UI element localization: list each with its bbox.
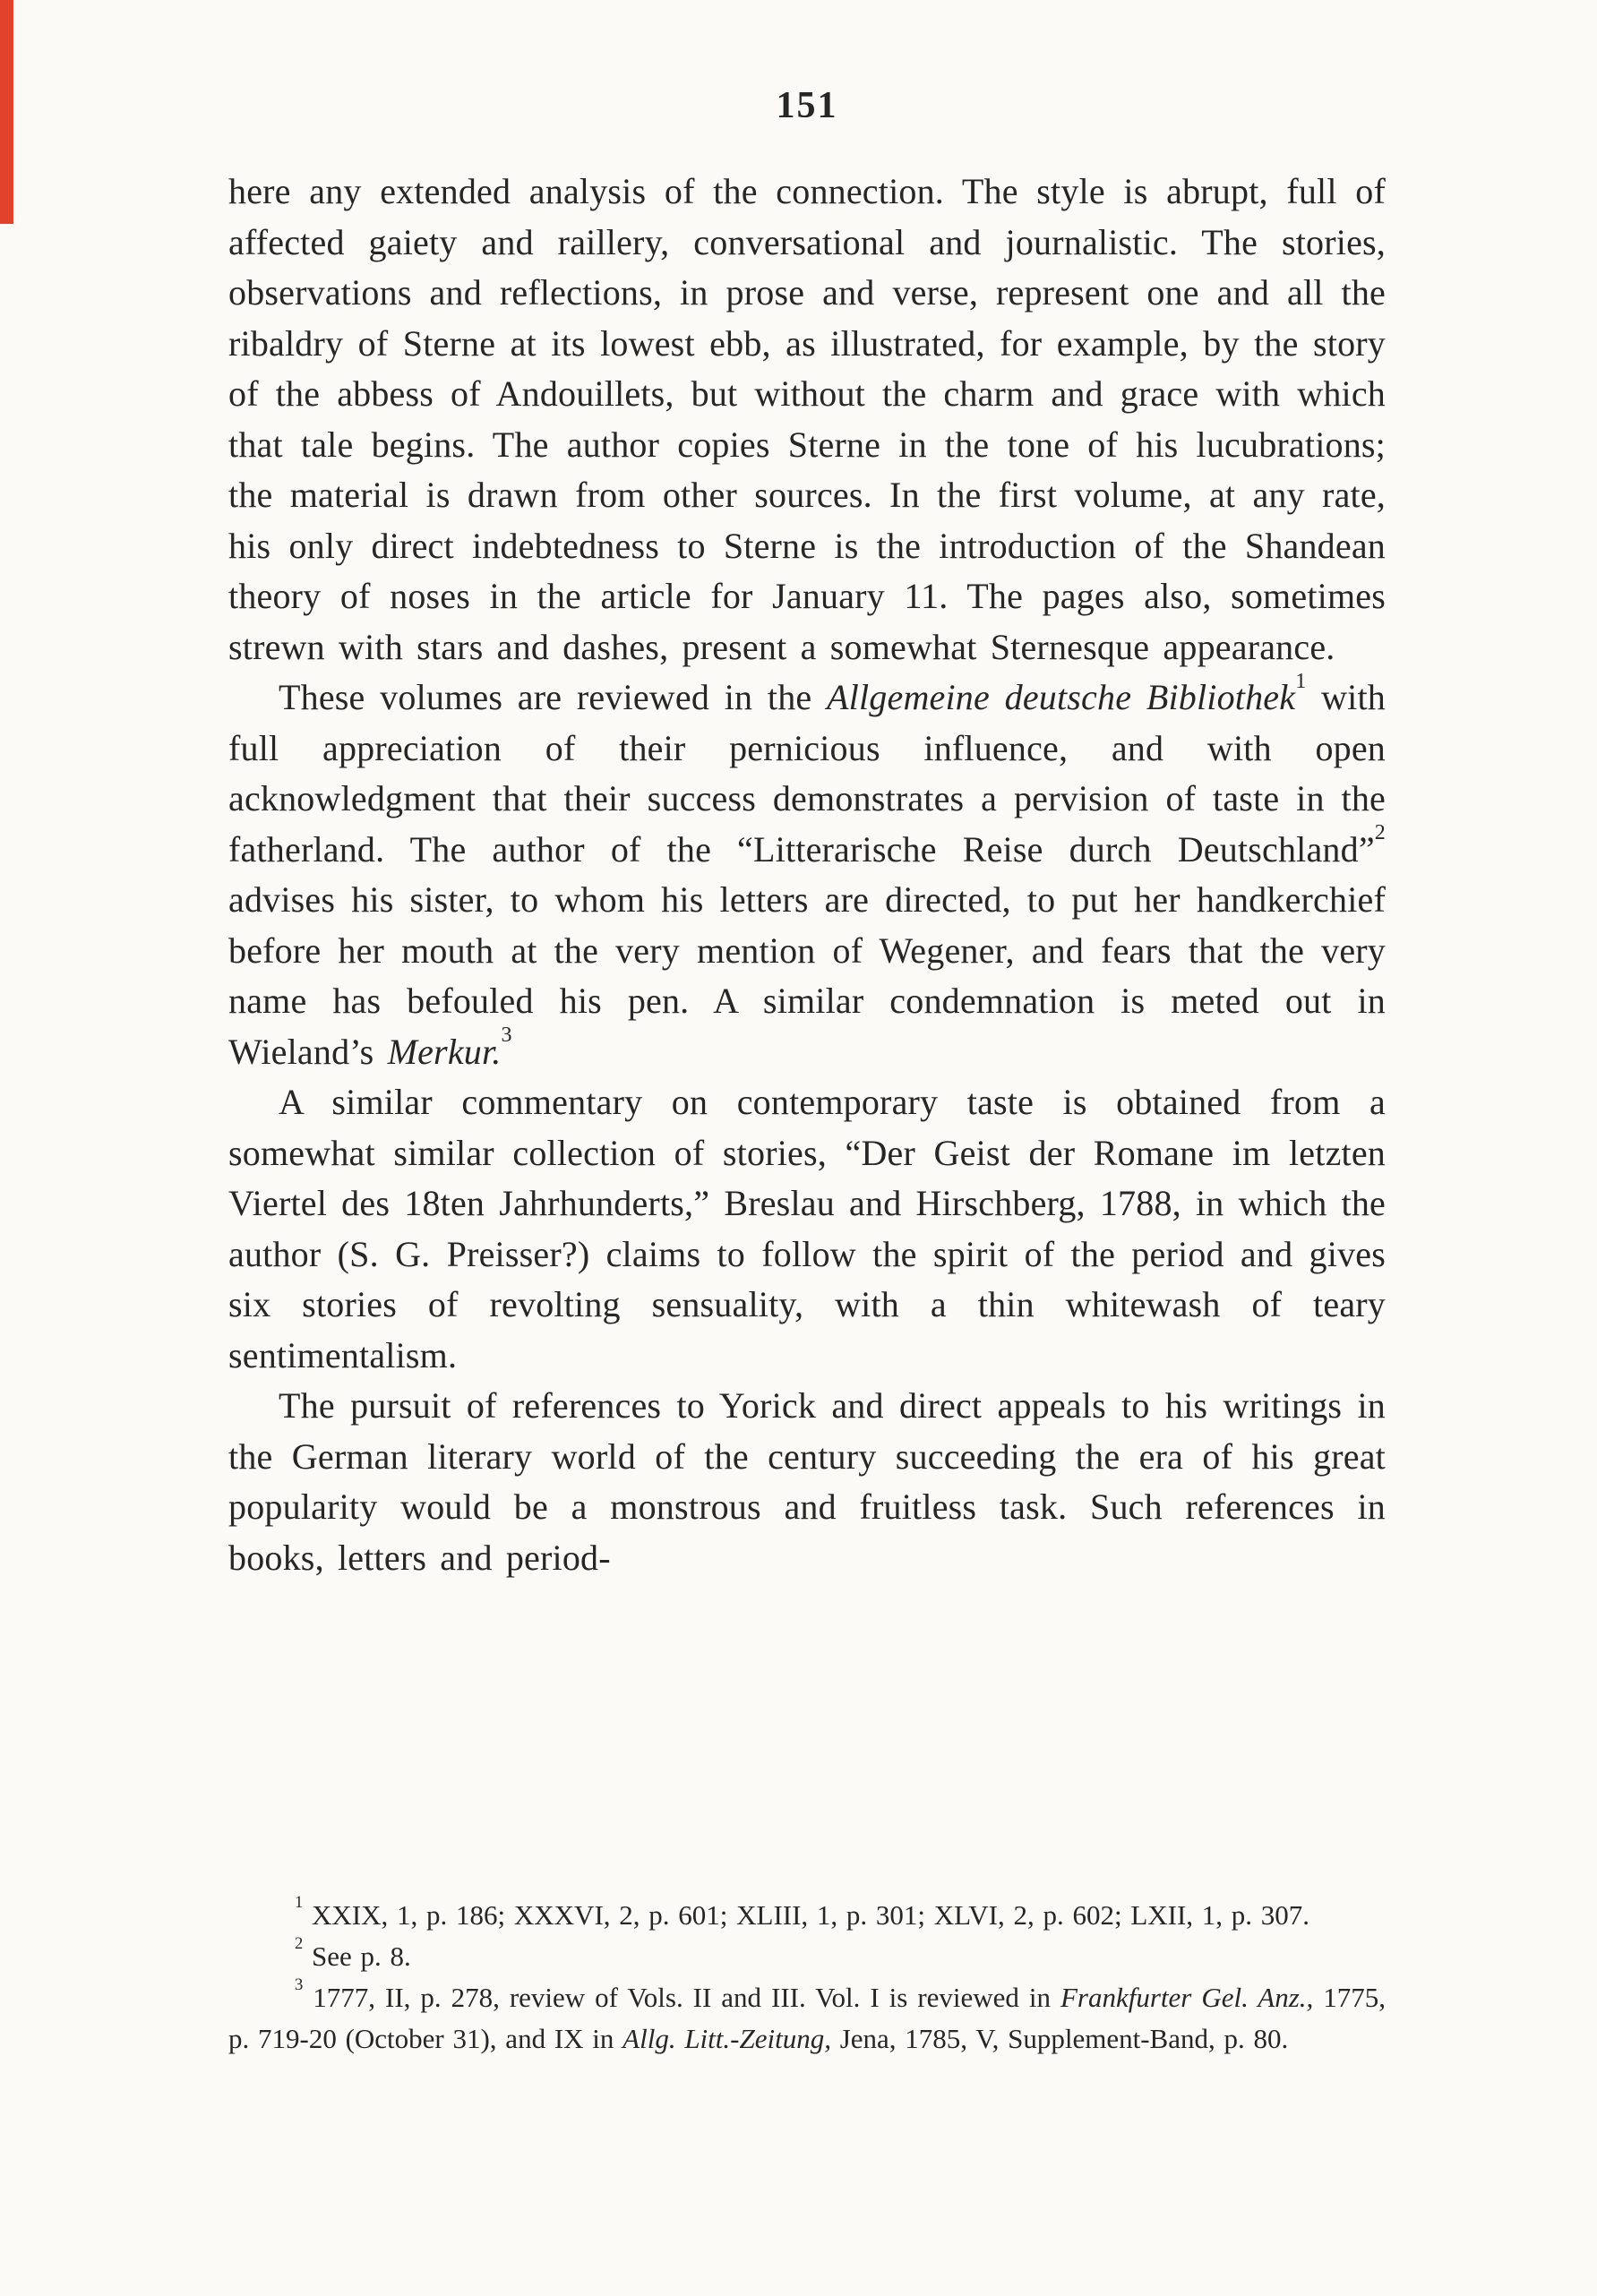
footnotes bbox=[228, 1892, 1387, 2060]
paragraph: These volumes are reviewed in the Allgemeine deutsche Bibliothek$^1$ with full appreciation of their pernicious influence, and with open acknowledgment that their success demonstrates a pervision of taste in the fatherland. The author of the “Litterarische Reise durch Deutschland”$^2$ advises his sister, to whom his letters are directed, to put her handkerchief before her mouth at the very mention of Wegener, and fears that the very name has befouled his pen. A similar condemnation is meted out in Wieland’s Merkur.$^3$ bbox=[228, 669, 1386, 1072]
footnote: $^1$ XXIX, 1, p. 186; XXXVI, 2, p. 601; XLIII, 1, p. 301; XLVI, 2, p. 602; LXII, 1, p. 307. bbox=[295, 1892, 1310, 1931]
footnote-marker: 1 bbox=[295, 1892, 304, 1912]
footnote-reference: 1 bbox=[1295, 669, 1307, 693]
body-text bbox=[228, 167, 1386, 1583]
paragraph: The pursuit of references to Yorick and direct appeals to his writings in the German literary world of the century succeeding the era of his great popularity would be a monstrous and fruitless task. Such references in books, letters and period- bbox=[228, 1385, 1386, 1578]
paragraph: here any extended analysis of the connection. The style is abrupt, full of affected gaiety and raillery, conversational and journalistic. The stories, observations and reflections, in prose and verse, represent one and all the ribaldry of Sterne at its lowest ebb, as illustrated, for example, by the story of the abbess of Andouillets, but without the charm and grace with which that tale begins. The author copies Sterne in the tone of his lucubrations; the material is drawn from other sources. In the first volume, at any rate, his only direct indebtedness to Sterne is the introduction of the Shandean theory of noses in the article for January 11. The pages also, sometimes strewn with stars and dashes, present a somewhat Sternesque appearance. bbox=[228, 171, 1386, 667]
italic-text: Frankfurter Gel. Anz., bbox=[1060, 1982, 1314, 2013]
italic-text: Merkur. bbox=[387, 1031, 502, 1072]
footnote: $^2$ See p. 8. bbox=[295, 1933, 411, 1972]
footnote-reference: 3 bbox=[501, 1024, 512, 1048]
footnote: $^3$ 1777, II, p. 278, review of Vols. II and III. Vol. I is reviewed in Frankfurter Gel. Anz., 1775, p. 719-20 (October 31), and IX in Allg. Litt.-Zeitung, Jena, 1785, V, Supplement-Band, p. 80. bbox=[228, 1975, 1387, 2054]
italic-text: Allgemeine deutsche Bibliothek bbox=[827, 677, 1296, 717]
footnote-reference: 2 bbox=[1374, 821, 1386, 845]
footnote-marker: 2 bbox=[295, 1933, 304, 1953]
italic-text: Allg. Litt.-Zeitung, bbox=[622, 2023, 831, 2054]
red-edge-artifact bbox=[0, 0, 13, 224]
page-number: 151 bbox=[776, 85, 838, 126]
paragraph: A similar commentary on contemporary taste is obtained from a somewhat similar collection of stories, “Der Geist der Romane im letzten Viertel des 18ten Jahrhunderts,” Breslau and Hirschberg, 1788, in which the author (S. G. Preisser?) claims to follow the spirit of the period and gives six stories of revolting sensuality, with a thin whitewash of teary sentimentalism. bbox=[228, 1082, 1386, 1375]
footnote-marker: 3 bbox=[295, 1975, 304, 1994]
